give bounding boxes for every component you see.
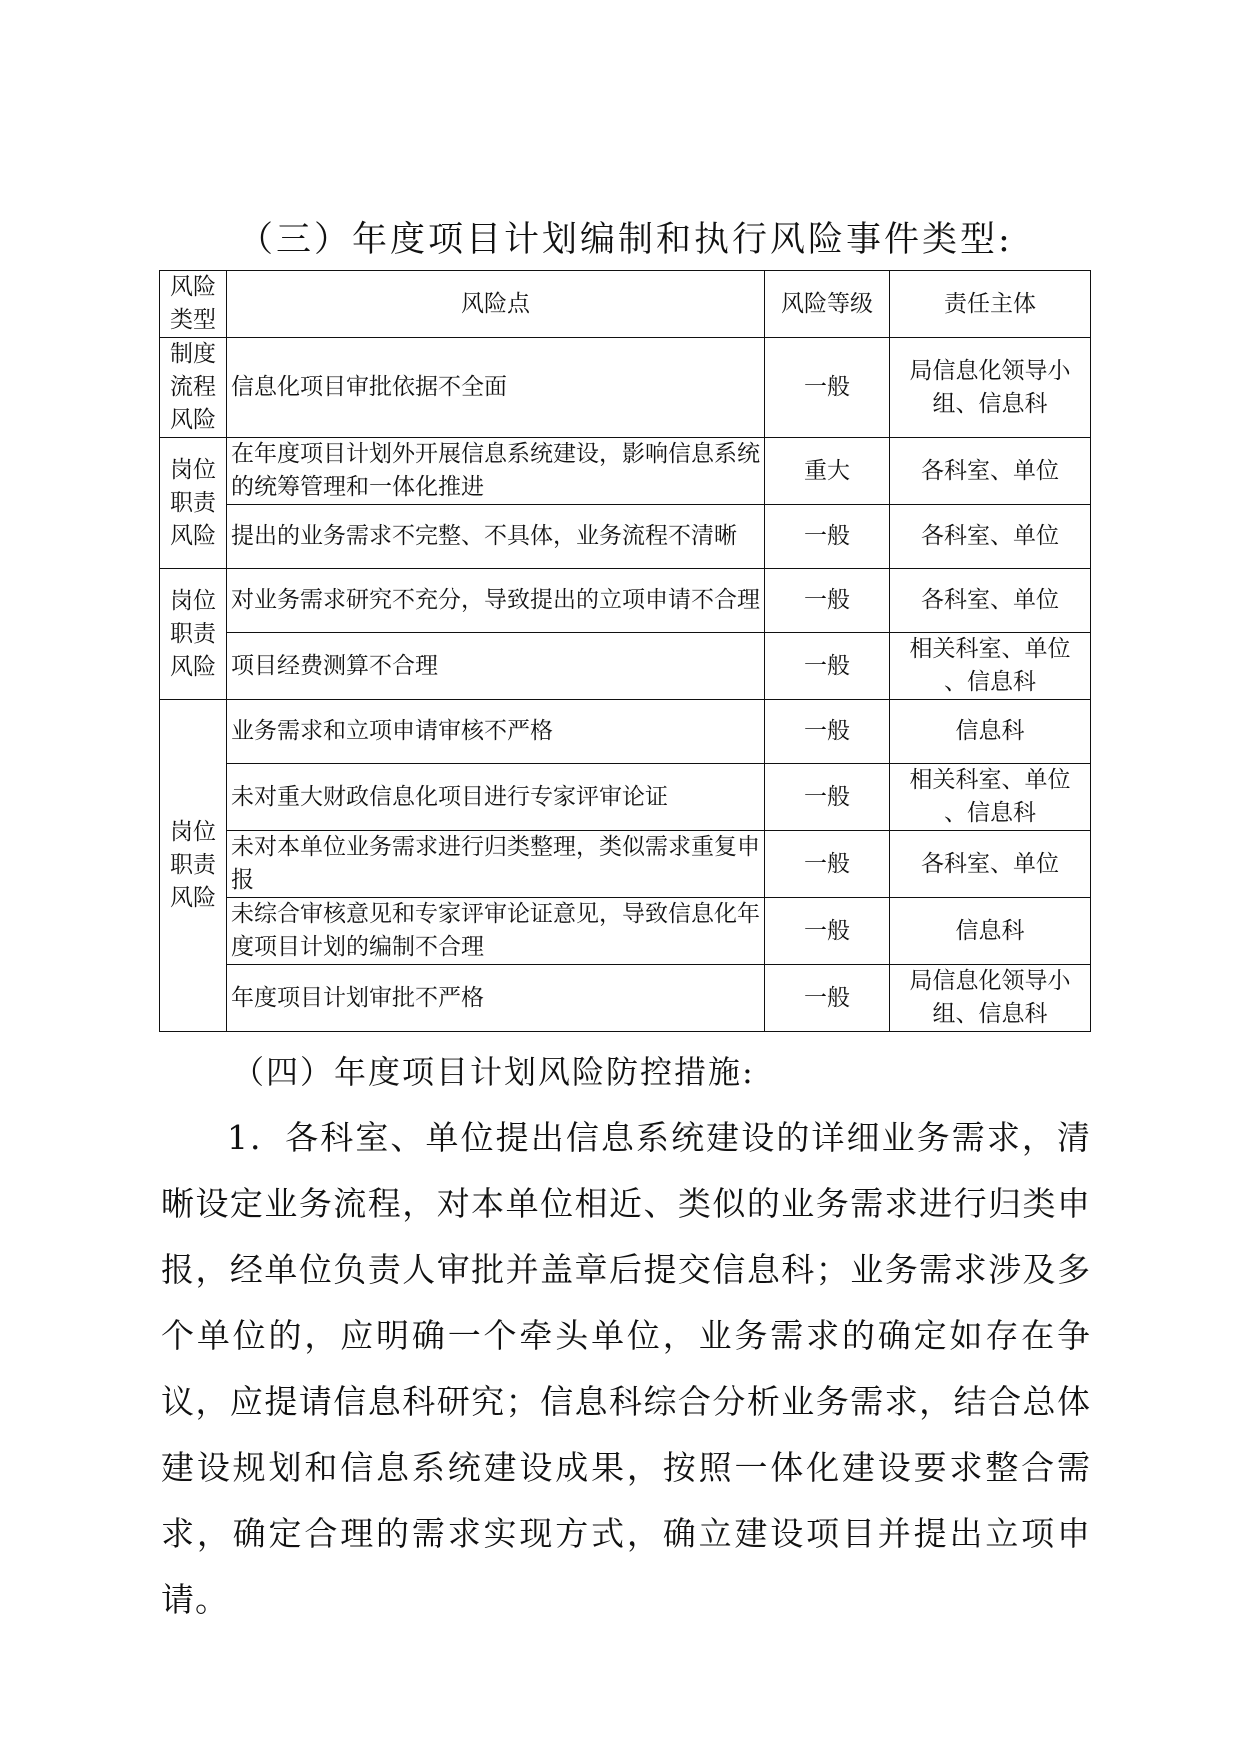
owner-line: 相关科室、单位 (909, 636, 1071, 662)
header-risk-type-line: 类型 (170, 307, 216, 333)
header-risk-type (160, 271, 227, 338)
owner-cell (890, 700, 1091, 764)
risk-level-cell: 一般 (765, 505, 890, 569)
table-row (160, 633, 1091, 700)
risk-type-cell (160, 338, 227, 438)
owner-cell (890, 505, 1091, 569)
risk-point-cell: 提出的业务需求不完整、不具体，业务流程不清晰 (227, 505, 765, 569)
risk-type-line: 风险 (170, 885, 216, 911)
table-row (160, 569, 1091, 633)
header-owner: 责任主体 (890, 271, 1091, 338)
risk-type-line: 职责 (170, 852, 216, 878)
risk-point-cell: 对业务需求研究不充分，导致提出的立项申请不合理 (227, 569, 765, 633)
risk-level-cell: 一般 (765, 898, 890, 965)
owner-cell (890, 965, 1091, 1032)
risk-type-line: 职责 (170, 620, 216, 647)
owner-line: 组、信息科 (932, 390, 1048, 417)
header-risk-type-line: 风险 (170, 274, 216, 300)
header-risk-level: 风险等级 (765, 271, 890, 338)
section-heading-3: （三）年度项目计划编制和执行风险事件类型: (238, 220, 1013, 260)
owner-line: 各科室、单位 (921, 850, 1059, 877)
owner-line: 、信息科 (944, 800, 1036, 826)
risk-type-line: 岗位 (170, 819, 216, 845)
table-header-row (160, 271, 1091, 338)
owner-cell (890, 338, 1091, 438)
risk-level-cell: 一般 (765, 569, 890, 633)
owner-line: 信息科 (955, 917, 1025, 944)
owner-cell (890, 831, 1091, 898)
risk-level-cell: 一般 (765, 633, 890, 700)
table-row (160, 764, 1091, 831)
risk-type-line: 岗位 (170, 587, 216, 614)
risk-level-cell: 一般 (765, 764, 890, 831)
risk-type-line: 岗位 (170, 456, 216, 483)
owner-cell (890, 633, 1091, 700)
owner-line: 相关科室、单位 (909, 767, 1071, 793)
owner-line: 各科室、单位 (921, 523, 1059, 549)
risk-level-cell: 一般 (765, 831, 890, 898)
risk-type-line: 职责 (170, 489, 216, 516)
table-row (160, 898, 1091, 965)
owner-line: 各科室、单位 (921, 587, 1059, 613)
risk-type-line: 流程 (170, 374, 216, 400)
risk-point-cell: 未对本单位业务需求进行归类整理，类似需求重复申报 (227, 831, 765, 898)
risk-type-line: 风险 (170, 653, 216, 680)
risk-type-line: 制度 (170, 341, 216, 367)
owner-cell (890, 569, 1091, 633)
measure-paragraph: 1．各科室、单位提出信息系统建设的详细业务需求，清晰设定业务流程，对本单位相近、类似的业务需求进行归类申报，经单位负责人审批并盖章后提交信息科；业务需求涉及多个单位的，应明确一个牵头单位，业务需求的确定如存在争议，应提请信息科研究；信息科综合分析业务需求，结合总体建设规划和信息系统建设成果，按照一体化建设要求整合需求，确定合理的需求实现方式，确立建设项目并提出立项申请。 (161, 1118, 1091, 1619)
table-row (160, 338, 1091, 438)
owner-line: 局信息化领导小 (909, 968, 1071, 994)
risk-table-body (160, 338, 1091, 1032)
risk-level-cell: 一般 (765, 700, 890, 764)
table-row (160, 831, 1091, 898)
owner-line: 信息科 (955, 718, 1025, 744)
risk-point-cell: 业务需求和立项申请审核不严格 (227, 700, 765, 764)
risk-point-cell: 未对重大财政信息化项目进行专家评审论证 (227, 764, 765, 831)
risk-point-cell: 信息化项目审批依据不全面 (227, 338, 765, 438)
table-row (160, 700, 1091, 764)
risk-point-cell: 项目经费测算不合理 (227, 633, 765, 700)
table-row (160, 505, 1091, 569)
risk-point-cell: 未综合审核意见和专家评审论证意见，导致信息化年度项目计划的编制不合理 (227, 898, 765, 965)
owner-line: 局信息化领导小 (909, 357, 1071, 384)
risk-table (159, 270, 1091, 1032)
owner-cell (890, 438, 1091, 505)
owner-cell (890, 898, 1091, 965)
risk-level-cell: 一般 (765, 965, 890, 1032)
risk-type-line: 风险 (170, 522, 216, 549)
risk-type-cell (160, 569, 227, 700)
table-row (160, 438, 1091, 505)
owner-line: 各科室、单位 (921, 457, 1059, 484)
risk-type-cell (160, 700, 227, 1032)
owner-cell (890, 764, 1091, 831)
risk-level-cell: 一般 (765, 338, 890, 438)
risk-type-cell (160, 438, 227, 569)
header-risk-point: 风险点 (227, 271, 765, 338)
table-row (160, 965, 1091, 1032)
risk-point-cell: 年度项目计划审批不严格 (227, 965, 765, 1032)
risk-point-cell: 在年度项目计划外开展信息系统建设，影响信息系统的统筹管理和一体化推进 (227, 438, 765, 505)
section-heading-4: （四）年度项目计划风险防控措施: (232, 1053, 755, 1091)
risk-type-line: 风险 (170, 407, 216, 433)
owner-line: 组、信息科 (932, 1001, 1048, 1027)
risk-level-cell: 重大 (765, 438, 890, 505)
owner-line: 、信息科 (944, 669, 1036, 695)
